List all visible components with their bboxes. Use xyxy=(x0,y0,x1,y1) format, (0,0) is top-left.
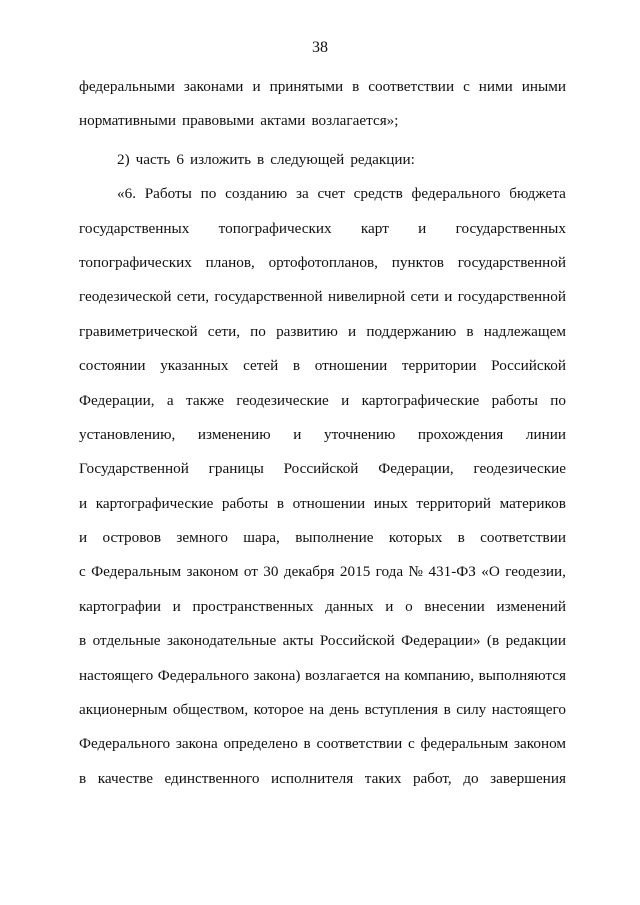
word: установлению, xyxy=(79,425,176,443)
word: картографические xyxy=(95,494,214,512)
word: работы xyxy=(221,494,269,512)
word: компанию, xyxy=(404,666,475,684)
word: развитию xyxy=(276,322,338,340)
word: № xyxy=(408,563,424,581)
text-line xyxy=(79,562,566,596)
text-line xyxy=(79,631,566,665)
word: акты xyxy=(282,632,314,650)
word: в xyxy=(443,701,451,719)
word: 30 xyxy=(263,563,279,581)
word: о xyxy=(405,597,413,615)
word: от xyxy=(243,563,258,581)
word: и xyxy=(79,529,88,547)
word: соответствии xyxy=(480,529,566,547)
word: Федерального xyxy=(157,666,249,684)
word: определено xyxy=(223,735,298,753)
word: редакции: xyxy=(350,150,415,168)
word: пространственных xyxy=(192,597,314,615)
word: «О xyxy=(481,563,500,581)
word: сетей xyxy=(243,357,279,375)
text-line xyxy=(79,494,566,528)
word: Российской xyxy=(283,460,359,478)
word: отношении xyxy=(292,494,366,512)
text-line xyxy=(79,734,566,768)
word: топографических xyxy=(79,253,192,271)
word: и xyxy=(293,425,302,443)
word: Государственной xyxy=(79,460,189,478)
word: день xyxy=(329,701,360,719)
text-line xyxy=(79,597,566,631)
word: геодезии, xyxy=(505,563,566,581)
word: в xyxy=(276,494,284,512)
word: декабря xyxy=(283,563,335,581)
word: счет xyxy=(317,185,345,203)
word: изложить xyxy=(189,150,252,168)
word: соответствии xyxy=(316,735,403,753)
word: по xyxy=(200,185,217,203)
word: с xyxy=(408,735,415,753)
word: принятыми xyxy=(269,78,344,95)
text-line xyxy=(79,391,566,425)
text-line xyxy=(79,700,566,734)
word: законом xyxy=(514,735,566,753)
text-line xyxy=(79,219,566,253)
word: работы xyxy=(491,391,538,409)
word: и xyxy=(79,494,88,512)
word: силу xyxy=(456,701,487,719)
word: в xyxy=(303,735,311,753)
word: законом xyxy=(186,563,239,581)
word: государственной xyxy=(214,288,323,306)
text-line xyxy=(79,253,566,287)
word: данных xyxy=(325,597,374,615)
word: иных xyxy=(373,494,408,512)
word: геодезической xyxy=(79,288,172,306)
word: материков xyxy=(499,494,566,512)
word: закона) xyxy=(253,666,301,684)
word: в xyxy=(466,322,474,340)
word: исполнителя xyxy=(271,769,354,787)
word: в xyxy=(457,529,465,547)
word: и xyxy=(252,78,261,95)
text-line xyxy=(79,287,566,321)
text-line xyxy=(79,356,566,390)
word: и xyxy=(172,597,181,615)
word: также xyxy=(186,391,224,409)
word: редакции xyxy=(505,632,566,650)
word: выполняются xyxy=(478,666,566,684)
word: в xyxy=(257,150,265,168)
word: нормативными xyxy=(79,112,176,130)
text-line xyxy=(79,528,566,562)
word: на xyxy=(309,701,325,719)
word: картографии xyxy=(79,597,161,615)
word: 2015 xyxy=(339,563,371,581)
word: года xyxy=(375,563,404,581)
word: геодезические xyxy=(473,460,566,478)
word: гравиметрической xyxy=(79,322,198,340)
word: актами xyxy=(260,112,306,130)
word: работ, xyxy=(412,769,452,787)
word: настоящего xyxy=(491,701,566,719)
document-body xyxy=(79,77,566,803)
word: сети, xyxy=(176,288,210,306)
word: изменений xyxy=(496,597,566,615)
word: возлагается»; xyxy=(311,112,399,130)
word: нивелирной xyxy=(327,288,406,306)
word: шара, xyxy=(243,529,280,547)
word: 431-ФЗ xyxy=(428,563,476,581)
word: настоящего xyxy=(79,666,154,684)
word: следующей xyxy=(270,150,345,168)
word: правовыми xyxy=(181,112,255,130)
word: законами xyxy=(183,78,244,95)
text-line xyxy=(79,77,566,111)
word: закона xyxy=(175,735,218,753)
word: Работы xyxy=(144,185,192,203)
word: обществом, xyxy=(172,701,249,719)
text-line xyxy=(79,459,566,493)
word: на xyxy=(384,666,400,684)
word: 6 xyxy=(176,150,184,168)
word: в xyxy=(79,632,87,650)
word: ними xyxy=(478,78,513,95)
word: вступления xyxy=(364,701,439,719)
text-line xyxy=(79,150,566,184)
word: единственного xyxy=(164,769,260,787)
word: государственных xyxy=(455,219,566,237)
word: иными xyxy=(521,78,566,95)
word: состоянии xyxy=(79,357,146,375)
text-line xyxy=(79,425,566,459)
word: геодезические xyxy=(236,391,329,409)
word: Федеральным xyxy=(91,563,182,581)
word: территорий xyxy=(416,494,491,512)
word: ортофотопланов, xyxy=(268,253,378,271)
word: созданию xyxy=(225,185,288,203)
word: федеральными xyxy=(79,78,175,95)
word: отношении xyxy=(314,357,388,375)
word: бюджета xyxy=(509,185,566,203)
word: в xyxy=(292,357,301,375)
word: до xyxy=(463,769,479,787)
word: федерального xyxy=(411,185,501,203)
word: которое xyxy=(253,701,304,719)
word: качестве xyxy=(97,769,153,787)
word: а xyxy=(166,391,174,409)
word: указанных xyxy=(160,357,229,375)
word: акционерным xyxy=(79,701,168,719)
word: сети, xyxy=(207,322,240,340)
word: по xyxy=(250,322,266,340)
word: с xyxy=(79,563,86,581)
word: которых xyxy=(388,529,443,547)
word: Российской xyxy=(319,632,395,650)
word: соответствии xyxy=(368,78,455,95)
word: Федерации, xyxy=(378,460,454,478)
text-line xyxy=(79,184,566,218)
word: Федерации» xyxy=(401,632,481,650)
word: Федерации, xyxy=(79,391,155,409)
word: линии xyxy=(525,425,566,443)
word: Федерального xyxy=(79,735,171,753)
word: законодательные xyxy=(166,632,277,650)
word: с xyxy=(463,78,470,95)
word: выполнение xyxy=(295,529,374,547)
text-line xyxy=(79,322,566,356)
word: возлагается xyxy=(304,666,381,684)
word: картографические xyxy=(361,391,480,409)
word: в xyxy=(352,78,360,95)
word: в xyxy=(79,769,87,787)
word: пунктов xyxy=(391,253,444,271)
word: поддержанию xyxy=(366,322,457,340)
word: (в xyxy=(486,632,500,650)
word: прохождения xyxy=(417,425,504,443)
page-number: 38 xyxy=(312,39,328,56)
word: территории xyxy=(401,357,477,375)
word: уточнению xyxy=(323,425,396,443)
word: земного xyxy=(176,529,228,547)
word: карт xyxy=(360,219,389,237)
word: и xyxy=(418,219,427,237)
word: 2) xyxy=(117,150,130,168)
word: средств xyxy=(353,185,403,203)
word: государственной xyxy=(457,253,566,271)
word: островов xyxy=(102,529,162,547)
word: и xyxy=(348,322,357,340)
word: планов, xyxy=(205,253,255,271)
word: «6. xyxy=(117,185,136,203)
word: за xyxy=(295,185,309,203)
word: и xyxy=(341,391,350,409)
text-line xyxy=(79,666,566,700)
word: изменению xyxy=(197,425,271,443)
text-line xyxy=(79,769,566,803)
word: отдельные xyxy=(92,632,161,650)
word: и xyxy=(444,288,453,306)
word: сети xyxy=(410,288,439,306)
text-line xyxy=(79,111,566,145)
word: таких xyxy=(364,769,402,787)
word: надлежащем xyxy=(483,322,566,340)
word: государственной xyxy=(457,288,566,306)
word: государственных xyxy=(79,219,190,237)
word: часть xyxy=(135,150,171,168)
word: Российской xyxy=(491,357,566,375)
word: и xyxy=(385,597,394,615)
word: завершения xyxy=(490,769,566,787)
word: границы xyxy=(208,460,264,478)
word: федеральным xyxy=(420,735,509,753)
word: топографических xyxy=(218,219,332,237)
word: по xyxy=(550,391,566,409)
word: внесении xyxy=(424,597,485,615)
